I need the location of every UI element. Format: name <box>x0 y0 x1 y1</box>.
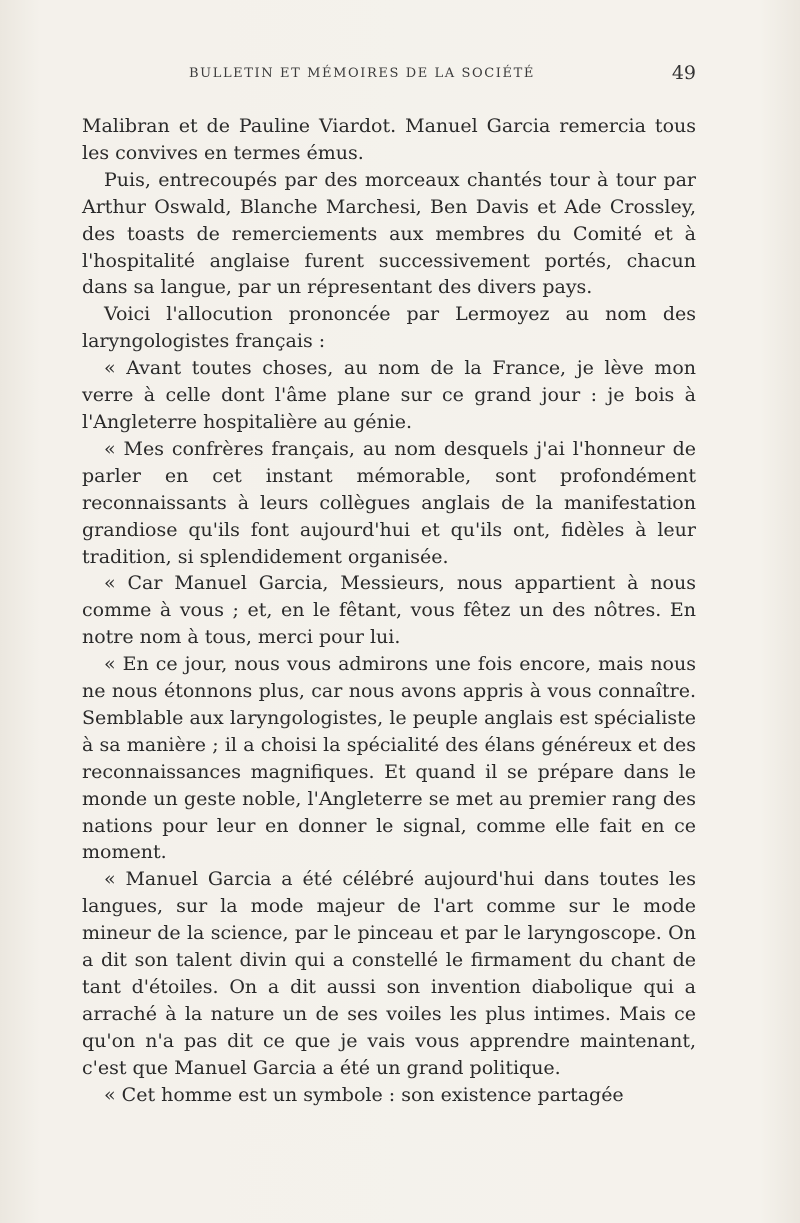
paragraph: « Manuel Garcia a été célébré aujourd'hui dans toutes les langues, sur la mode majeur de l'art comme sur le mode mineur de la science, par le pinceau et par le laryngoscope. On a dit son talent divin qui a constellé le firmament du chant de tant d'étoiles. On a dit aussi son invention diabolique qui a arraché à la nature un de ses voiles les plus intimes. Mais ce qu'on n'a pas dit ce que je vais vous apprendre maintenant, c'est que Manuel Garcia a été un grand politique. <box>82 868 696 1079</box>
page-header <box>82 62 696 88</box>
running-title: BULLETIN ET MÉMOIRES DE LA SOCIÉTÉ <box>189 66 535 81</box>
paragraph: « En ce jour, nous vous admirons une fois encore, mais nous ne nous étonnons plus, car nous avons appris à vous connaître. Semblable aux laryngologistes, le peuple anglais est spécialiste à sa manière ; il a choisi la spécialité des élans généreux et des reconnaissances magnifiques. Et quand il se prépare dans le monde un geste noble, l'Angleterre se met au premier rang des nations pour leur en donner le signal, comme elle fait en ce moment. <box>82 653 696 864</box>
paragraph: « Cet homme est un symbole : son existence partagée <box>104 1083 624 1106</box>
paragraph: Malibran et de Pauline Viardot. Manuel Garcia remercia tous les convives en termes émus. <box>82 115 696 164</box>
paragraph: « Avant toutes choses, au nom de la France, je lève mon verre à celle dont l'âme plane sur ce grand jour : je bois à l'Angleterre hospitalière au génie. <box>82 357 696 433</box>
paragraph: Voici l'allocution prononcée par Lermoyez au nom des laryngologistes français : <box>82 303 696 353</box>
body-text <box>82 113 696 1109</box>
paragraph: « Car Manuel Garcia, Messieurs, nous appartient à nous comme à vous ; et, en le fêtant, vous fêtez un des nôtres. En notre nom à tous, merci pour lui. <box>82 572 696 649</box>
paragraph: Puis, entrecoupés par des morceaux chantés tour à tour par Arthur Oswald, Blanche Marchesi, Ben Davis et Ade Crossley, des toasts de remerciements aux membres du Comité et à l'hospitalité anglaise furent successivement portés, chacun dans sa langue, par un répresentant des divers pays. <box>82 168 696 299</box>
page-number: 49 <box>671 62 696 84</box>
paragraph: « Mes confrères français, au nom desquels j'ai l'honneur de parler en cet instant mémorable, sont profondément reconnaissants à leurs collègues anglais de la manifestation grandiose qu'ils font aujourd'hui et qu'ils ont, fidèles à leur tradition, si splendidement organisée. <box>82 437 696 568</box>
